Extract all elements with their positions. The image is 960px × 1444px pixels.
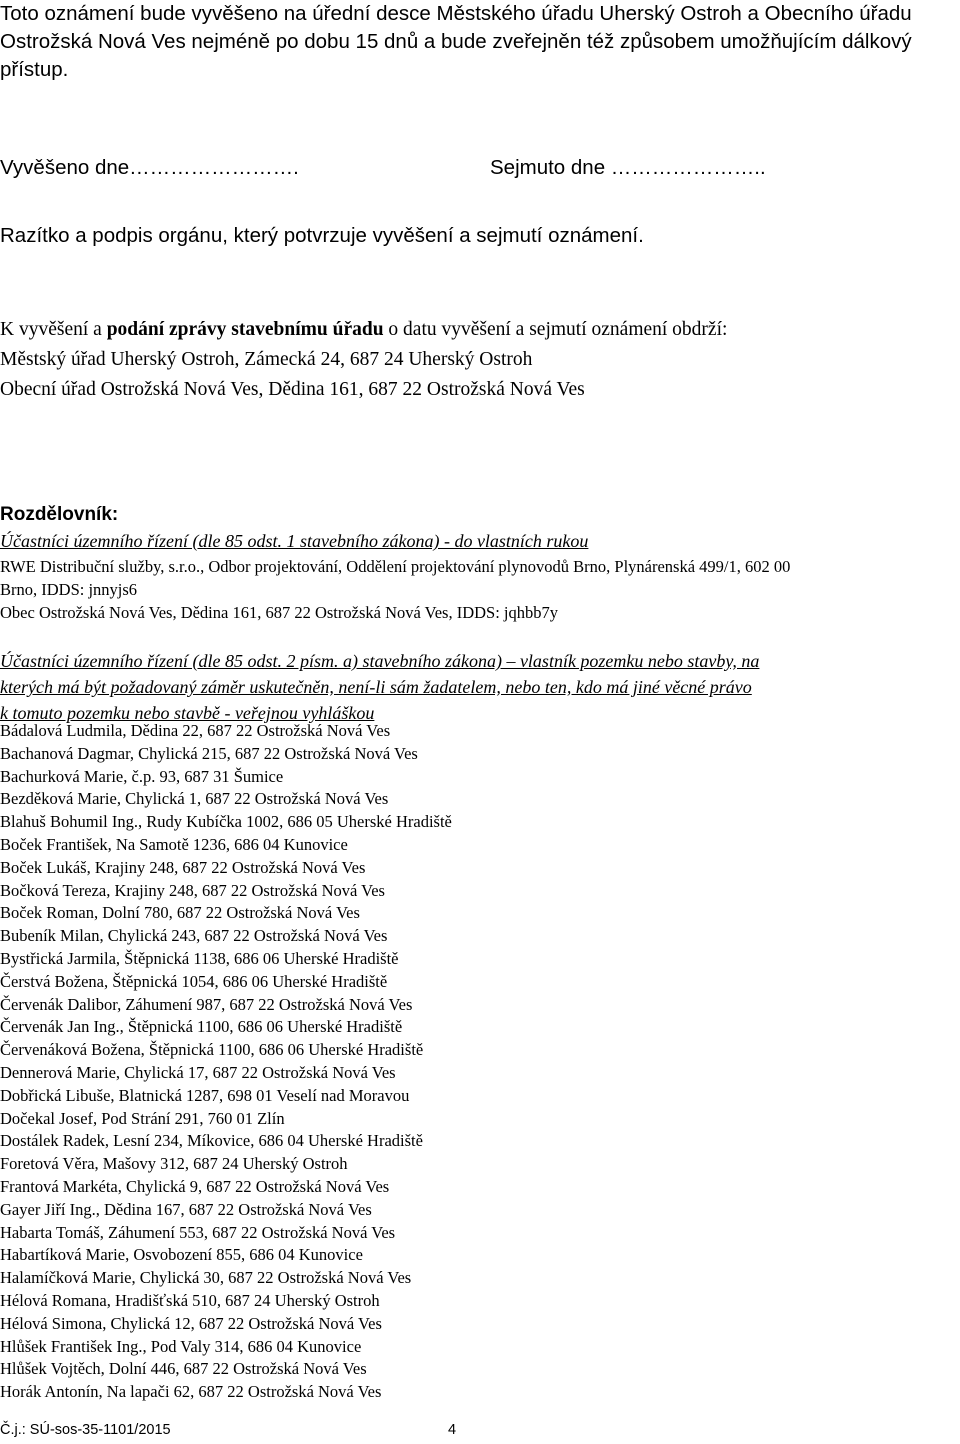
report-line: Městský úřad Uherský Ostroh, Zámecká 24, 687 24 Uherský Ostroh [0, 349, 533, 370]
list-item: Blahuš Bohumil Ing., Rudy Kubíčka 1002, 686 05 Uherské Hradiště [0, 812, 452, 832]
list-item: Bádalová Ludmila, Dědina 22, 687 22 Ostrožská Nová Ves [0, 721, 391, 740]
intro-line: Toto oznámení bude vyvěšeno na úřední desce Městského úřadu Uherský Ostroh a Obecního úřadu [0, 2, 912, 25]
list-item: Obec Ostrožská Nová Ves, Dědina 161, 687 22 Ostrožská Nová Ves, IDDS: jqhbb7y [0, 603, 559, 622]
document-reference: Č.j.: SÚ-sos-35-1101/2015 [0, 1422, 171, 1438]
list-item: Halamíčková Marie, Chylická 30, 687 22 Ostrožská Nová Ves [0, 1268, 412, 1288]
list-item: Bočková Tereza, Krajiny 248, 687 22 Ostrožská Nová Ves [0, 880, 385, 900]
list-item: Hélová Romana, Hradišťská 510, 687 24 Uherský Ostroh [0, 1290, 380, 1310]
distribution-title: Rozdělovník: [0, 504, 119, 525]
list-item: Dočekal Josef, Pod Strání 291, 760 01 Zlín [0, 1108, 285, 1128]
posted-date-field: Vyvěšeno dne……………………. [0, 156, 299, 179]
list-item: Horák Antonín, Na lapači 62, 687 22 Ostrožská Nová Ves [0, 1382, 382, 1402]
list-item: Brno, IDDS: jnnyjs6 [0, 580, 138, 599]
intro-line: přístup. [0, 58, 69, 81]
list-item: Boček František, Na Samotě 1236, 686 04 Kunovice [0, 834, 348, 854]
list-item: Habarta Tomáš, Záhumení 553, 687 22 Ostrožská Nová Ves [0, 1222, 396, 1242]
list-item: Gayer Jiří Ing., Dědina 167, 687 22 Ostrožská Nová Ves [0, 1199, 372, 1219]
section2-line: Účastníci územního řízení (dle 85 odst. 2 písm. a) stavebního zákona) – vlastník pozemku nebo stavby, na [0, 651, 760, 671]
intro-paragraph [0, 0, 912, 84]
list-item: Boček Lukáš, Krajiny 248, 687 22 Ostrožská Nová Ves [0, 857, 366, 877]
list-item: Frantová Markéta, Chylická 9, 687 22 Ostrožská Nová Ves [0, 1176, 390, 1196]
list-item: RWE Distribuční služby, s.r.o., Odbor projektování, Oddělení projektování plynovodů Brno, Plynárenská 499/1, 602 00 [0, 557, 791, 576]
page-number: 4 [448, 1422, 457, 1438]
list-item: Foretová Věra, Mašovy 312, 687 24 Uherský Ostroh [0, 1154, 348, 1174]
list-item: Dobřická Libuše, Blatnická 1287, 698 01 Veselí nad Moravou [0, 1085, 410, 1105]
list-item: Habartíková Marie, Osvobození 855, 686 04 Kunovice [0, 1245, 363, 1265]
removed-date-field: Sejmuto dne ………………….. [490, 156, 766, 179]
report-line: Obecní úřad Ostrožská Nová Ves, Dědina 161, 687 22 Ostrožská Nová Ves [0, 379, 585, 400]
list-item: Hlůšek Vojtěch, Dolní 446, 687 22 Ostrožská Nová Ves [0, 1359, 367, 1379]
intro-line: Ostrožská Nová Ves nejméně po dobu 15 dnů a bude zveřejněn též způsobem umožňujícím dálkový [0, 30, 912, 53]
section1-list [0, 555, 790, 624]
list-item: Hélová Simona, Chylická 12, 687 22 Ostrožská Nová Ves [0, 1313, 382, 1333]
list-item: Dennerová Marie, Chylická 17, 687 22 Ostrožská Nová Ves [0, 1062, 396, 1082]
list-item: Červenák Dalibor, Záhumení 987, 687 22 Ostrožská Nová Ves [0, 994, 413, 1014]
list-item: Bystřická Jarmila, Štěpnická 1138, 686 06 Uherské Hradiště [0, 948, 399, 968]
list-item: Boček Roman, Dolní 780, 687 22 Ostrožská Nová Ves [0, 903, 360, 923]
recipient-list [0, 720, 452, 1404]
stamp-note: Razítko a podpis orgánu, který potvrzuje vyvěšení a sejmutí oznámení. [0, 224, 644, 247]
list-item: Bachurková Marie, č.p. 93, 687 31 Šumice [0, 766, 284, 786]
report-line [0, 315, 727, 345]
section2-title [0, 648, 960, 726]
report-bold: podání zprávy stavebnímu úřadu [106, 319, 384, 340]
report-paragraph [0, 315, 727, 405]
report-post: o datu vyvěšení a sejmutí oznámení obdrží: [383, 319, 728, 340]
list-item: Čerstvá Božena, Štěpnická 1054, 686 06 Uherské Hradiště [0, 971, 388, 991]
list-item: Bachanová Dagmar, Chylická 215, 687 22 Ostrožská Nová Ves [0, 743, 418, 763]
list-item: Bubeník Milan, Chylická 243, 687 22 Ostrožská Nová Ves [0, 926, 388, 946]
section2-line: kterých má být požadovaný záměr uskutečněn, není-li sám žadatelem, nebo ten, kdo má jiné věcné právo [0, 677, 752, 697]
list-item: Dostálek Radek, Lesní 234, Míkovice, 686 04 Uherské Hradiště [0, 1131, 423, 1151]
list-item: Červenák Jan Ing., Štěpnická 1100, 686 06 Uherské Hradiště [0, 1017, 403, 1037]
list-item: Hlůšek František Ing., Pod Valy 314, 686 04 Kunovice [0, 1336, 362, 1356]
section2-line: k tomuto pozemku nebo stavbě - veřejnou vyhláškou [0, 703, 375, 723]
list-item: Bezděková Marie, Chylická 1, 687 22 Ostrožská Nová Ves [0, 789, 389, 809]
report-pre: K vyvěšení a [0, 319, 107, 340]
section1-title: Účastníci územního řízení (dle 85 odst. 1 stavebního zákona) - do vlastních rukou [0, 531, 589, 551]
list-item: Červenáková Božena, Štěpnická 1100, 686 06 Uherské Hradiště [0, 1040, 424, 1060]
